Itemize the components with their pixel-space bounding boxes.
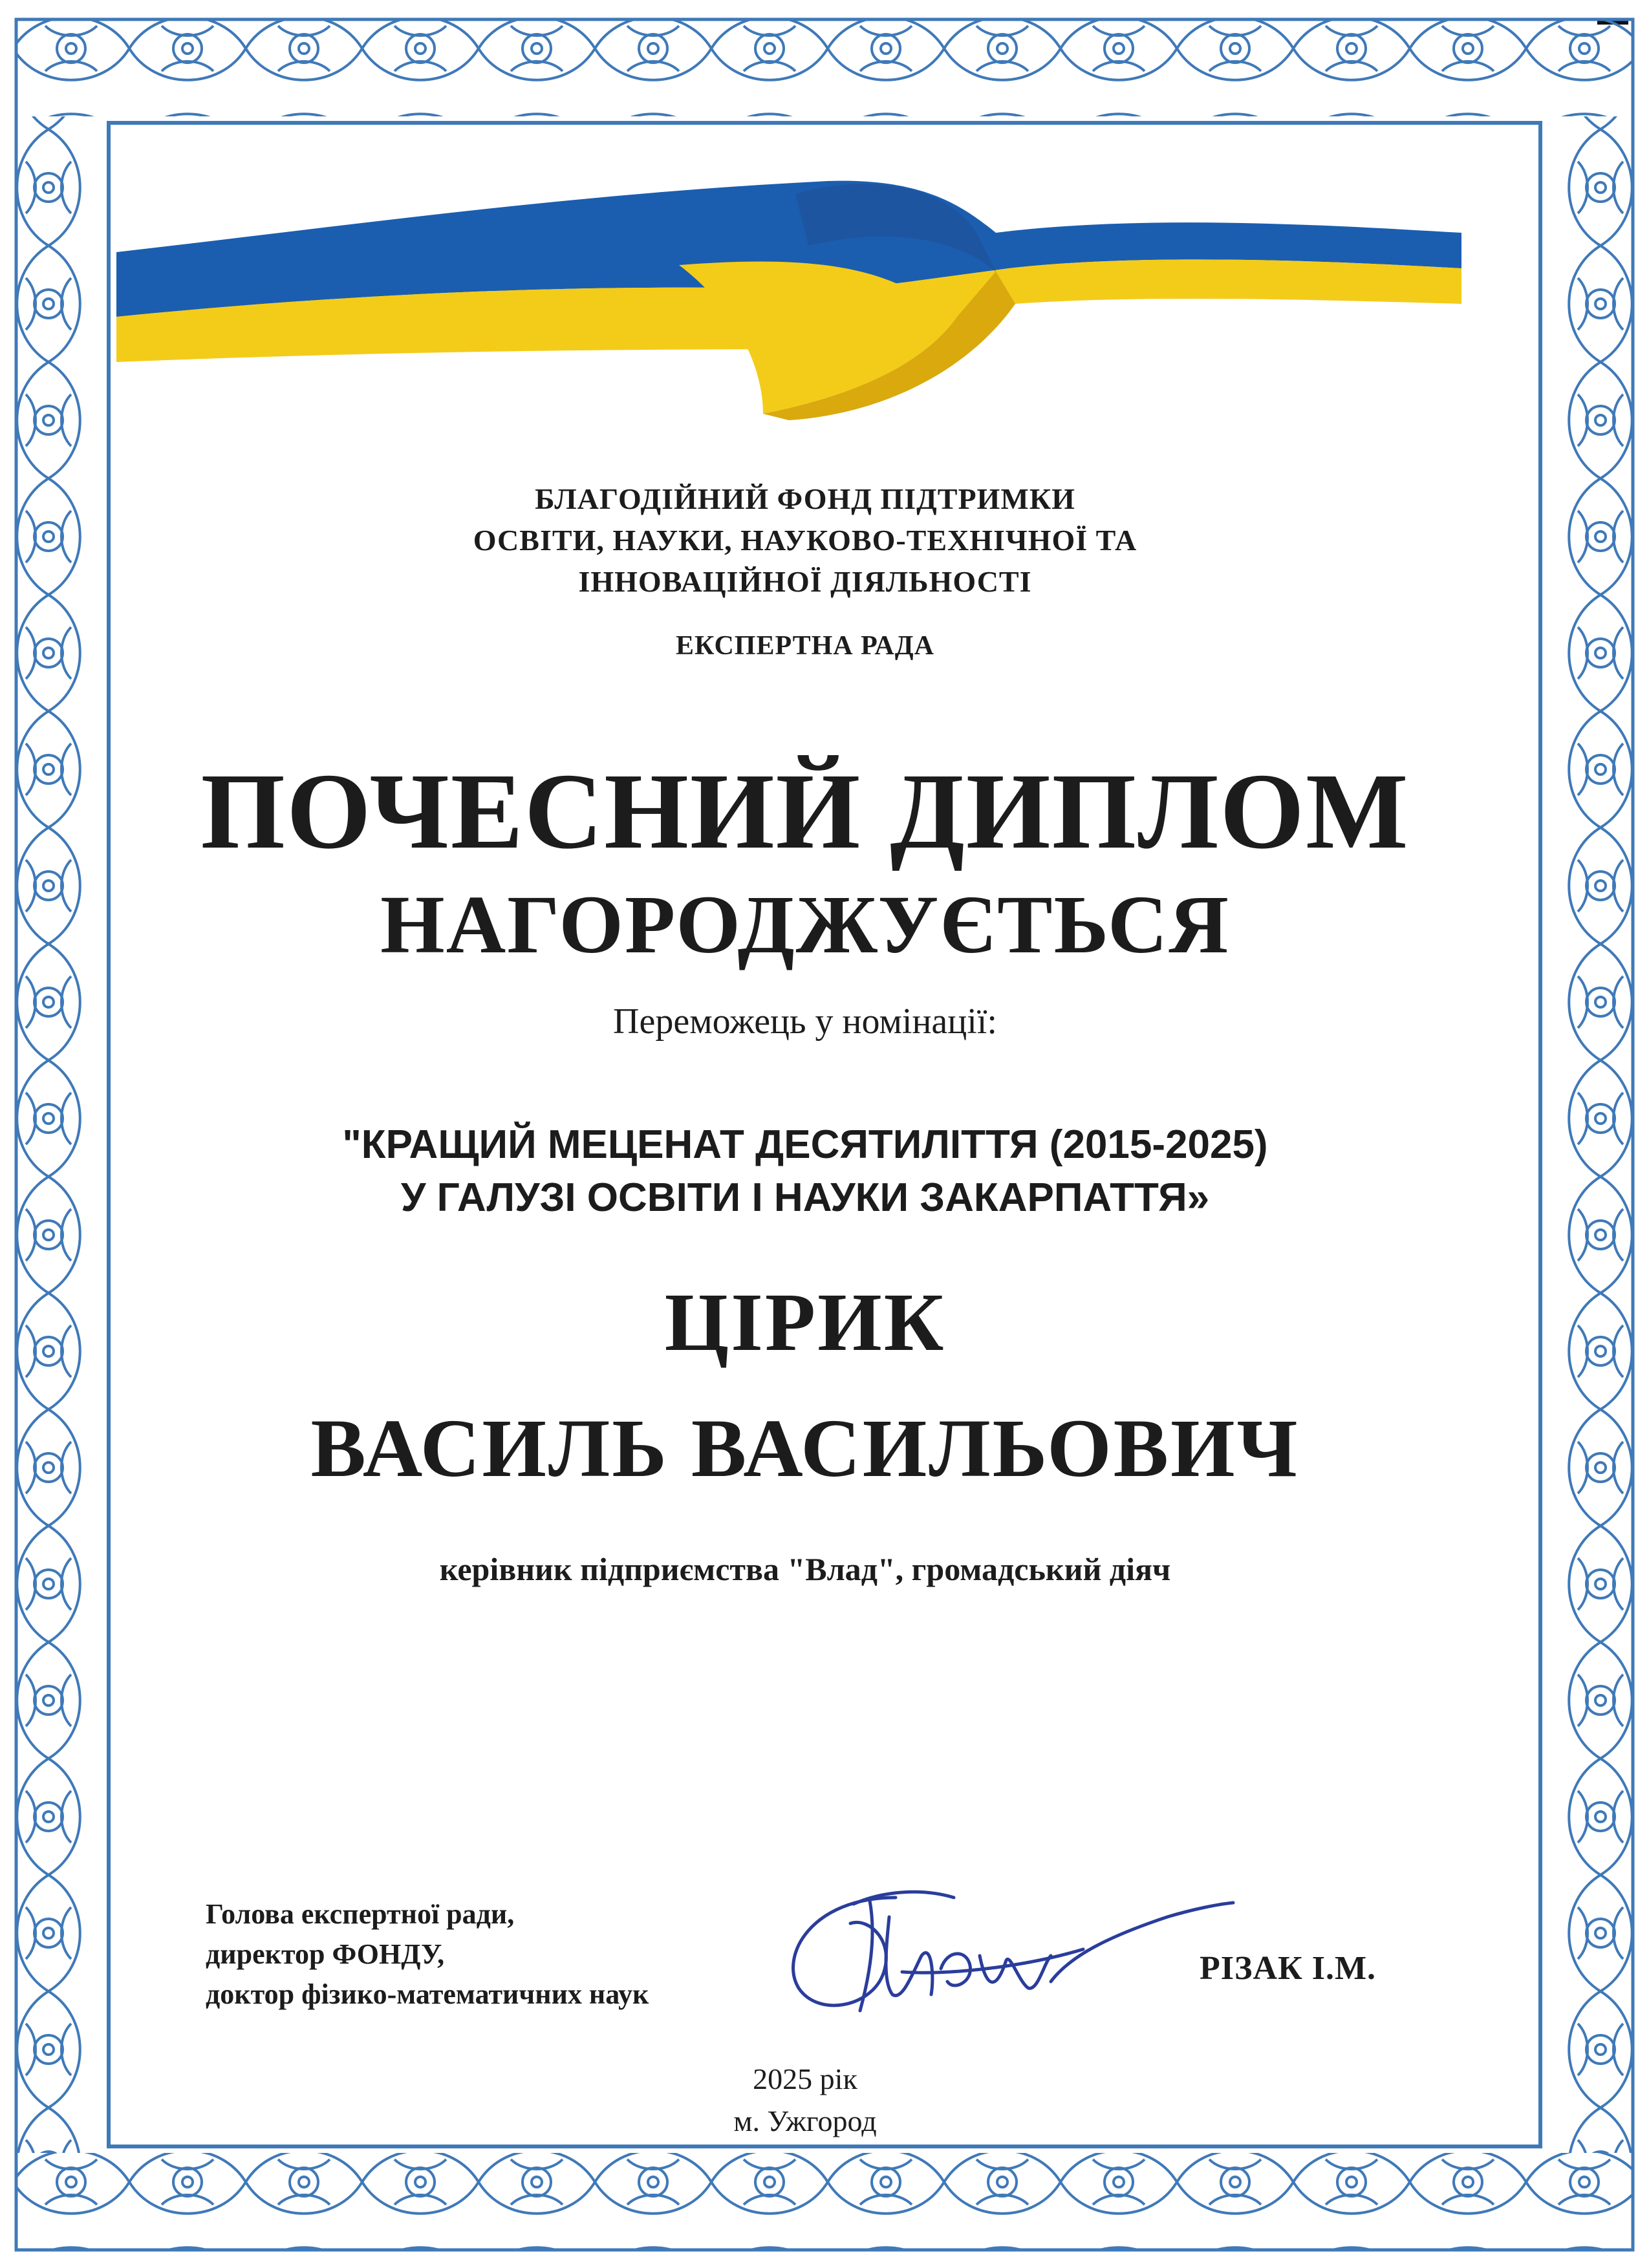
- diploma-title: ПОЧЕСНИЙ ДИПЛОМ: [200, 751, 1410, 872]
- signatory-role-line-1: Голова експертної ради,: [206, 1898, 515, 1930]
- recipient-position: керівник підприємства "Влад", громадський діяч: [439, 1551, 1171, 1587]
- organization-line-2: ОСВІТИ, НАУКИ, НАУКОВО-ТЕХНІЧНОЇ ТА: [473, 524, 1137, 557]
- signatory-name: РІЗАК І.М.: [1200, 1950, 1377, 1987]
- signatory-role-line-2: директор ФОНДУ,: [206, 1938, 445, 1970]
- organization-name: [155, 478, 1455, 603]
- awarded-heading: НАГОРОДЖУЄТЬСЯ: [380, 879, 1230, 970]
- nomination: [155, 1118, 1455, 1225]
- signatory-role: [206, 1894, 649, 2015]
- recipient-surname: ЦІРИК: [664, 1276, 946, 1368]
- flag-ribbon: [116, 155, 1461, 427]
- year: 2025 рік: [753, 2062, 857, 2095]
- expert-council: ЕКСПЕРТНА РАДА: [676, 631, 934, 661]
- organization-line-3: ІННОВАЦІЙНОЇ ДІЯЛЬНОСТІ: [578, 565, 1032, 598]
- handwritten-signature: [773, 1878, 1238, 2027]
- organization-line-1: БЛАГОДІЙНИЙ ФОНД ПІДТРИМКИ: [535, 482, 1075, 515]
- signatory-role-line-3: доктор фізико-математичних наук: [206, 1978, 649, 2010]
- nomination-line-1: "КРАЩИЙ МЕЦЕНАТ ДЕСЯТИЛІТТЯ (2015-2025): [342, 1122, 1268, 1167]
- recipient-name: ВАСИЛЬ ВАСИЛЬОВИЧ: [310, 1402, 1300, 1494]
- nomination-line-2: У ГАЛУЗІ ОСВІТИ І НАУКИ ЗАКАРПАТТЯ»: [400, 1175, 1210, 1220]
- city: м. Ужгород: [733, 2104, 877, 2137]
- winner-label: Переможець у номінації:: [613, 1001, 997, 1042]
